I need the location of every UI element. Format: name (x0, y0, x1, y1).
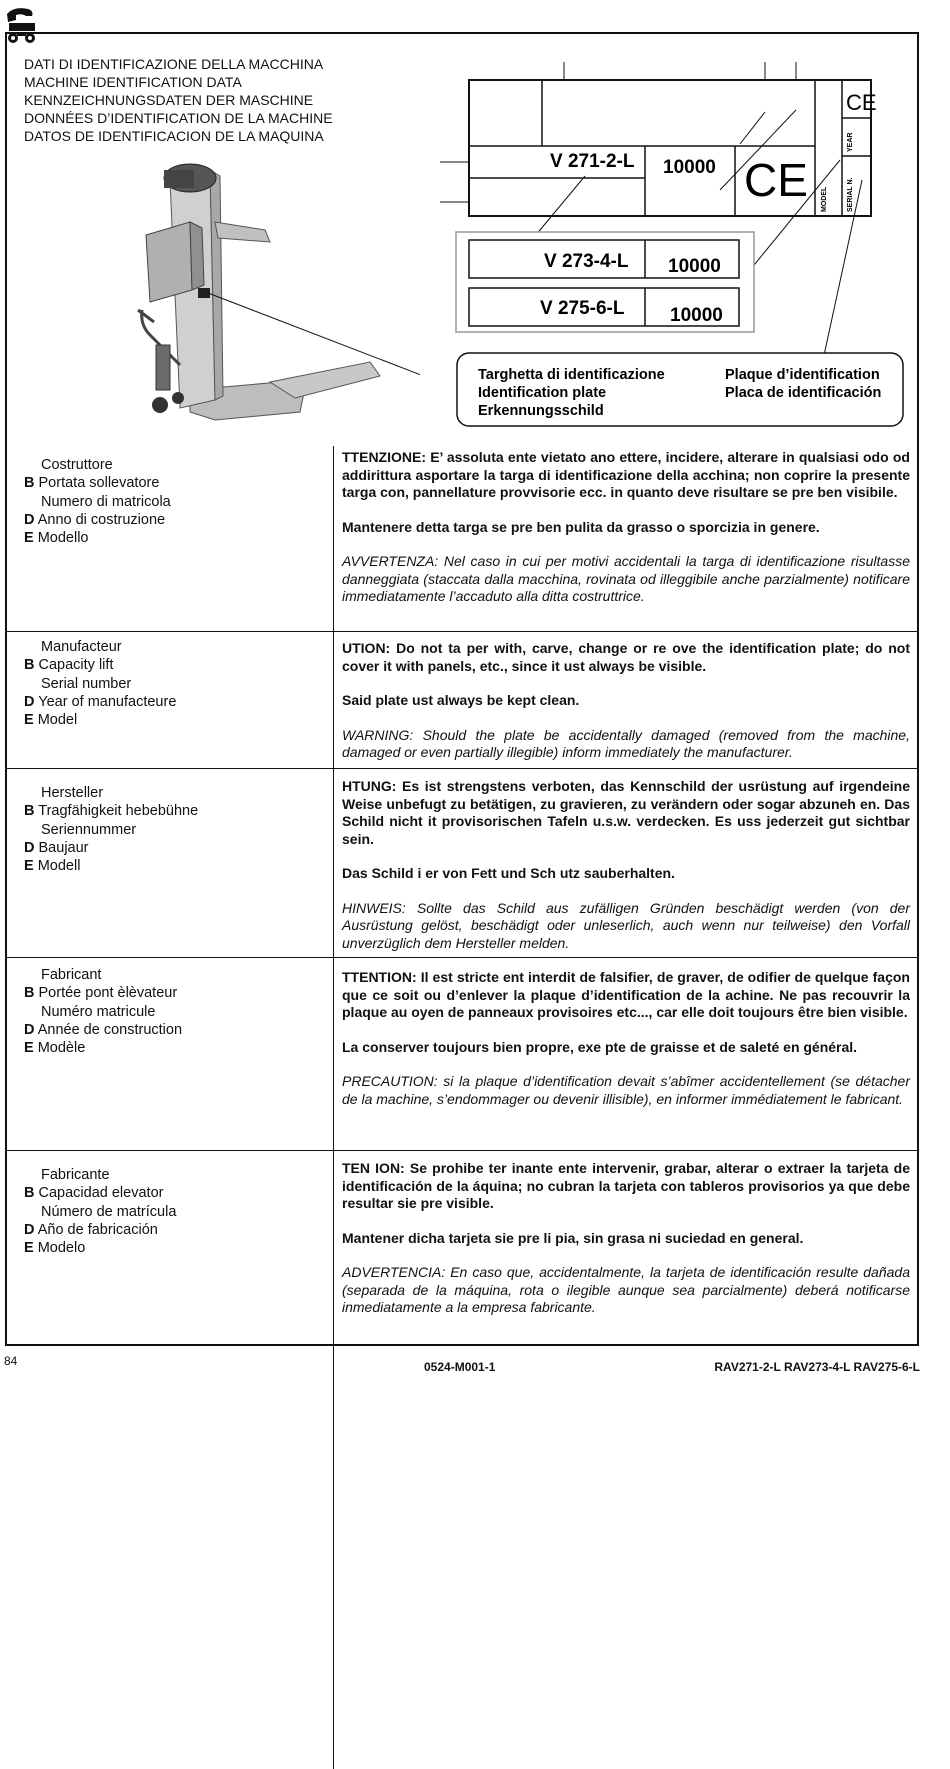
legend-item: D Year of manufacteure (24, 693, 177, 710)
text-block-it (342, 449, 910, 606)
warning-text: UTION: Do not ta per with, carve, change or re ove the identification plate; do not cover it with panels, etc., since it ust always be visible. (342, 640, 910, 674)
note-text: WARNING: Should the plate be accidentally damaged (removed from the machine, damaged or even partially illegible) inform immediately the manufacturer. (342, 726, 910, 760)
legend-item: E Modell (24, 858, 81, 875)
legend-item: E Model (24, 712, 78, 729)
legend-item: B Tragfähigkeit hebebühne (24, 803, 199, 820)
legend-item: E Modèle (24, 1040, 86, 1057)
warning-text: TTENTION: Il est stricte ent interdit de falsifier, de graver, de odifier de quelque façon que ce soit ou d’enlever la plaque d’identification de la achine. Ne pas recouvrir la plaque au oyen de panneaux provisoires etc..., car elle doit toujours être bien visible. (342, 969, 910, 1020)
note-text: ADVERTENCIA: En caso que, accidentalmente, la tarjeta de identificación resulte dañada (separada de la máquina, rota o ilegible aunque sea parcialmente) deberá notificarse inmediatamente a la empresa fabricante. (342, 1264, 910, 1315)
column-divider (333, 446, 334, 1769)
section-divider (5, 957, 919, 958)
document-code: 0524-M001-1 (424, 1360, 496, 1374)
note-text: HINWEIS: Sollte das Schild aus zufälligen Gründen beschädigt werden (von der Ausrüstung gelöst, beschädigt oder unleserlich, auch wenn nur teilweise) den Vorfall unverzüglich dem Hersteller melden. (342, 899, 910, 951)
legend-item: B Portée pont èlèvateur (24, 985, 178, 1002)
legend-item: Número de matrícula (41, 1203, 177, 1220)
keep-clean-text: Das Schild i er von Fett und Sch utz sauberhalten. (342, 865, 675, 881)
legend-list-fr (24, 966, 182, 1057)
legend-item: D Año de fabricación (24, 1221, 158, 1238)
text-block-fr (342, 969, 910, 1108)
note-text: PRECAUTION: si la plaque d’identification devait s’abîmer accidentellement (se détacher de la machine, s’endommager ou devenir illisible), en informer immédiatement le fabricant. (342, 1073, 910, 1107)
keep-clean-text: Mantenere detta targa se pre ben pulita da grasso o sporcizia in genere. (342, 518, 820, 535)
text-block-es (342, 1160, 910, 1317)
lift-illustration (120, 150, 420, 435)
caption-fr: Plaque d’identification (725, 367, 880, 383)
legend-item: D Anno di costruzione (24, 511, 166, 528)
legend-list-en (24, 638, 176, 729)
title-en: MACHINE IDENTIFICATION DATA (24, 74, 242, 90)
plate-model-label: MODEL (821, 186, 828, 212)
caption-en: Identification plate (478, 385, 607, 401)
keep-clean-text: Said plate ust always be kept clean. (342, 692, 580, 708)
legend-item: E Modelo (24, 1240, 86, 1257)
plate-year-label: YEAR (847, 132, 854, 152)
caption-de: Erkennungsschild (478, 403, 604, 419)
legend-item: Numéro matricule (41, 1003, 156, 1020)
plate-model-2: V 273-4-L (544, 251, 629, 272)
footer-models: RAV271-2-L RAV273-4-L RAV275-6-L (714, 1360, 920, 1374)
legend-item: D Baujaur (24, 839, 89, 856)
keep-clean-text: La conserver toujours bien propre, exe pte de graisse et de saleté en général. (342, 1038, 858, 1055)
legend-list-de (24, 784, 198, 875)
plate-capacity-3: 10000 (670, 305, 723, 326)
legend-list-it (24, 456, 171, 547)
page-number: 84 (4, 1354, 18, 1368)
legend-item: B Portata sollevatore (24, 475, 160, 492)
legend-list-es (24, 1166, 176, 1257)
plate-serial-label: SERIAL N. (847, 177, 854, 212)
section-divider (5, 1150, 919, 1151)
legend-item: Costruttore (41, 457, 113, 473)
note-text: AVVERTENZA: Nel caso in cui per motivi accidentali la targa di identificazione risultasse danneggiata (staccata dalla macchina, rovinata od illeggibile anche parzialmente) notificare immediatamente l’accaduto alla ditta costruttrice. (342, 553, 910, 604)
warning-text: HTUNG: Es ist strengstens verboten, das Kennschild der usrüstung auf irgendeine Weise unbefugt zu betätigen, zu gravieren, zu verändern oder sogar abzuneh en. Das Schild nicht it provisorischen Tafeln u.s.w. verdecken. Es uss jederzeit gut sichtbar sein. (342, 778, 910, 847)
legend-item: Fabricant (41, 967, 102, 983)
plate-ce-small: CE (846, 90, 877, 115)
caption-es: Placa de identificación (725, 385, 882, 401)
legend-item: Fabricante (41, 1167, 110, 1183)
text-block-de (342, 778, 910, 952)
legend-item: E Modello (24, 530, 89, 547)
legend-item: Seriennummer (41, 821, 137, 838)
title-de: KENNZEICHNUNGSDATEN DER MASCHINE (24, 92, 314, 108)
legend-item: B Capacity lift (24, 657, 114, 674)
legend-item: B Capacidad elevator (24, 1185, 164, 1202)
plate-model-3: V 275-6-L (540, 298, 625, 319)
warning-text: TTENZIONE: E’ assoluta ente vietato ano ettere, incidere, alterare in qualsiasi odo od addirittura asportare la targa di identificazione della acchina; non coprire la presente targa con, pannellature provvisorie ecc. in quanto deve risultare se pre ben visibile. (342, 449, 910, 500)
title-es: DATOS DE IDENTIFICACION DE LA MAQUINA (24, 128, 324, 144)
section-divider (5, 768, 919, 769)
title-it: DATI DI IDENTIFICAZIONE DELLA MACCHINA (24, 56, 324, 72)
legend-item: Hersteller (41, 785, 104, 801)
warning-text: TEN ION: Se prohibe ter inante ente intervenir, grabar, alterar o extraer la tarjeta de identificación de la áquina; no cubran la tarjeta con tableros provisorios ya que debe resultar sie pre visible. (342, 1160, 910, 1211)
keep-clean-text: Mantener dicha tarjeta sie pre li pia, sin grasa ni suciedad en general. (342, 1229, 804, 1246)
legend-item: Serial number (41, 675, 132, 692)
plate-model-1: V 271-2-L (550, 151, 635, 172)
title-fr: DONNÉES D’IDENTIFICATION DE LA MACHINE (24, 110, 333, 126)
plate-ce-mark: CE (744, 154, 808, 206)
legend-item: D Année de construction (24, 1021, 183, 1038)
text-block-en (342, 640, 910, 762)
legend-item: Manufacteur (41, 639, 122, 655)
section-divider (5, 631, 919, 632)
legend-item: Numero di matricola (41, 493, 171, 510)
caption-it: Targhetta di identificazione (478, 367, 665, 383)
identification-plate-diagram (440, 60, 910, 430)
plate-capacity-2: 10000 (668, 256, 721, 277)
plate-capacity-1: 10000 (663, 157, 716, 178)
